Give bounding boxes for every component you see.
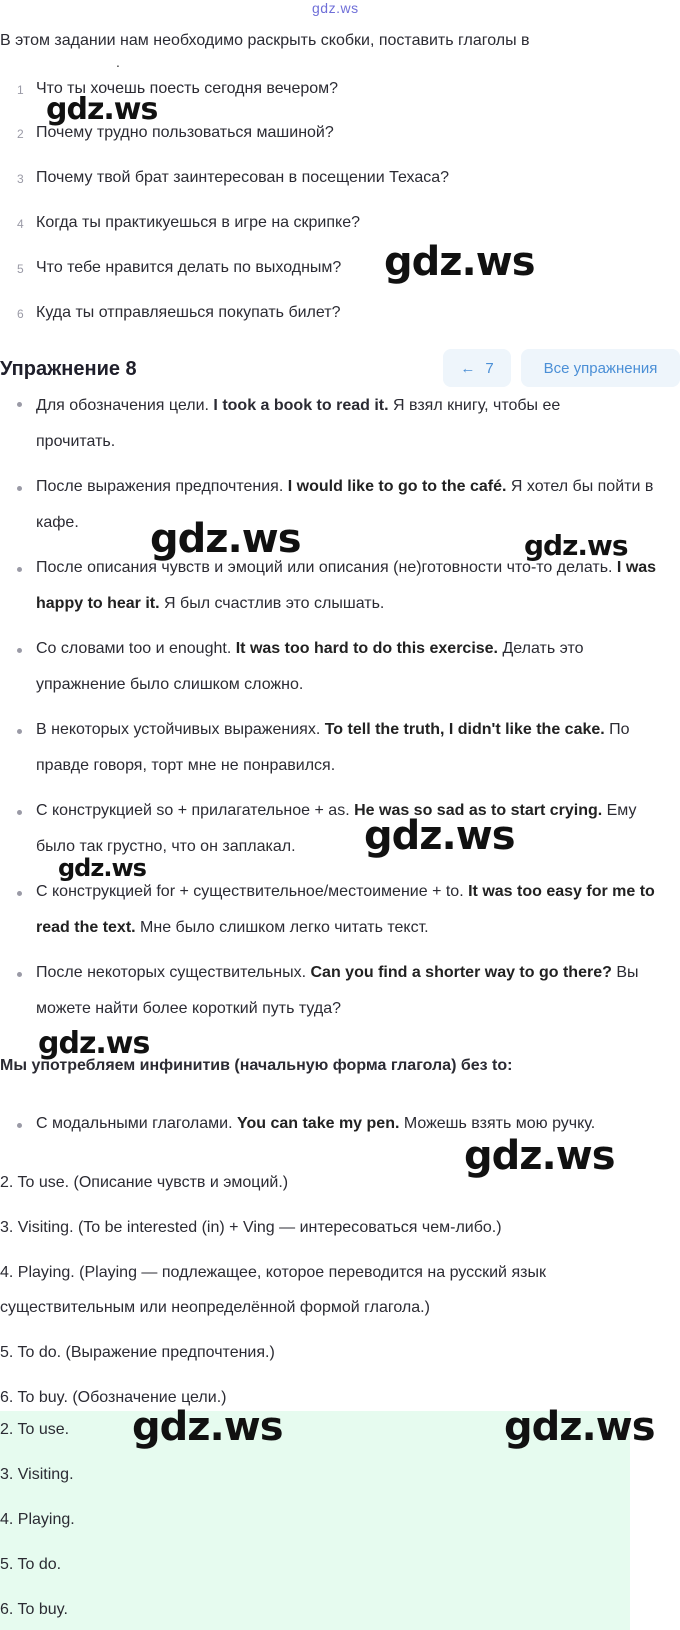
bullet <box>17 972 22 977</box>
rule-translation: Делать это упражнение было слишком сложно. <box>36 640 584 693</box>
explanation-line: 5. To do. (Выражение предпочтения.) <box>0 1344 275 1361</box>
watermark: gdz.ws <box>58 854 146 882</box>
item-text: Когда ты практикуешься в игре на скрипке? <box>36 214 360 231</box>
watermark: gdz.ws <box>464 1133 615 1179</box>
item-number: 2 <box>17 127 24 141</box>
rule-lead: С модальными глаголами. <box>36 1115 237 1132</box>
bullet <box>17 810 22 815</box>
section-heading: Мы употребляем инфинитив (начальную форма глагола) без to: <box>0 1057 513 1074</box>
rule-translation: Вы можете найти более короткий путь туда? <box>36 964 639 1017</box>
item-text: Почему трудно пользоваться машиной? <box>36 124 334 141</box>
watermark: gdz.ws <box>504 1404 655 1450</box>
watermark: gdz.ws <box>38 1026 150 1061</box>
rule-lead: Для обозначения цели. <box>36 397 214 414</box>
explanation-line: 3. Visiting. (To be interested (in) + Ving — интересоваться чем-либо.) <box>0 1219 502 1236</box>
previous-exercise-label: 7 <box>485 359 494 377</box>
rule-lead: После описания чувств и эмоций или описания (не)готовности что-то делать. <box>36 559 617 576</box>
item-number: 4 <box>17 217 24 231</box>
bullet <box>17 567 22 572</box>
item-text: Куда ты отправляешься покупать билет? <box>36 304 341 321</box>
rule-lead: С конструкцией for + существительное/местоимение + to. <box>36 883 469 900</box>
answer-line: 6. To buy. <box>0 1601 68 1618</box>
item-number: 6 <box>17 307 24 321</box>
rule-example: It was too hard to do this exercise. <box>235 640 498 657</box>
rule-translation: Я хотел бы пойти в кафе. <box>36 478 654 531</box>
answer-line: 2. To use. <box>0 1421 70 1438</box>
item-number: 5 <box>17 262 24 276</box>
watermark: gdz.ws <box>132 1404 283 1450</box>
watermark: gdz.ws <box>150 516 301 562</box>
bullet <box>17 648 22 653</box>
rule-example: He was so sad as to start crying. <box>354 802 603 819</box>
watermark: gdz.ws <box>524 529 628 562</box>
rule-lead: Со словами too и enought. <box>36 640 236 657</box>
watermark: gdz.ws <box>364 813 515 859</box>
rule-translation: По правде говоря, торт мне не понравился. <box>36 721 630 774</box>
arrow-left-icon: ← <box>460 359 476 377</box>
bullet <box>17 729 22 734</box>
rule-lead: После выражения предпочтения. <box>36 478 288 495</box>
rule-lead: После некоторых существительных. <box>36 964 311 981</box>
bullet <box>17 891 22 896</box>
site-logo-watermark: gdz.ws <box>312 0 359 16</box>
rule-translation: Мне было слишком легко читать текст. <box>135 919 429 936</box>
answer-line: 4. Playing. <box>0 1511 75 1528</box>
explanation-line: 6. To buy. (Обозначение цели.) <box>0 1389 227 1406</box>
rule-translation: Ему было так грустно, что он заплакал. <box>36 802 637 855</box>
all-exercises-button[interactable]: Все упражнения <box>521 349 680 387</box>
rule-example: Can you find a shorter way to go there? <box>310 964 612 981</box>
rule-example: It was too easy for me to read the text. <box>36 883 655 936</box>
item-text: Что тебе нравится делать по выходным? <box>36 259 342 276</box>
watermark: gdz.ws <box>384 239 535 285</box>
rule-example: I would like to go to the café. <box>287 478 507 495</box>
previous-exercise-button[interactable] <box>443 349 511 387</box>
answer-line: 5. To do. <box>0 1556 62 1573</box>
item-number: 1 <box>17 83 24 97</box>
rule-example: You can take my pen. <box>236 1115 400 1132</box>
item-text: Почему твой брат заинтересован в посещении Техаса? <box>36 169 450 186</box>
item-number: 3 <box>17 172 24 186</box>
intro-text: В этом задании нам необходимо раскрыть скобки, поставить глаголы в <box>0 32 530 49</box>
bullet <box>17 486 22 491</box>
exercise-title: Упражнение 8 <box>0 358 137 380</box>
item-text: Что ты хочешь поесть сегодня вечером? <box>36 80 339 97</box>
explanation-line: 2. To use. (Описание чувств и эмоций.) <box>0 1174 289 1191</box>
rule-translation: Можешь взять мою ручку. <box>399 1115 596 1132</box>
rule-text-cut <box>36 397 560 415</box>
rule-example: I took a book to read it. <box>213 397 389 414</box>
rule-text-cont: прочитать. <box>36 433 116 450</box>
explanation-line: 4. Playing. (Playing — подлежащее, которое переводится на русский язык <box>0 1264 546 1281</box>
rule-translation: Я был счастлив это слышать. <box>159 595 385 612</box>
explanation-line: существительным или неопределённой формой глагола.) <box>0 1299 430 1316</box>
watermark: gdz.ws <box>46 92 158 127</box>
rule-example: To tell the truth, I didn't like the cake. <box>324 721 605 738</box>
rule-translation: Я взял книгу, чтобы ее <box>388 397 561 414</box>
bullet <box>17 402 22 407</box>
rule-lead: В некоторых устойчивых выражениях. <box>36 721 325 738</box>
intro-dot: . <box>116 54 120 70</box>
bullet <box>17 1123 22 1128</box>
rule-example: I was happy to hear it. <box>36 559 657 612</box>
rule-lead: С конструкцией so + прилагательное + as. <box>36 802 355 819</box>
answer-line: 3. Visiting. <box>0 1466 74 1483</box>
